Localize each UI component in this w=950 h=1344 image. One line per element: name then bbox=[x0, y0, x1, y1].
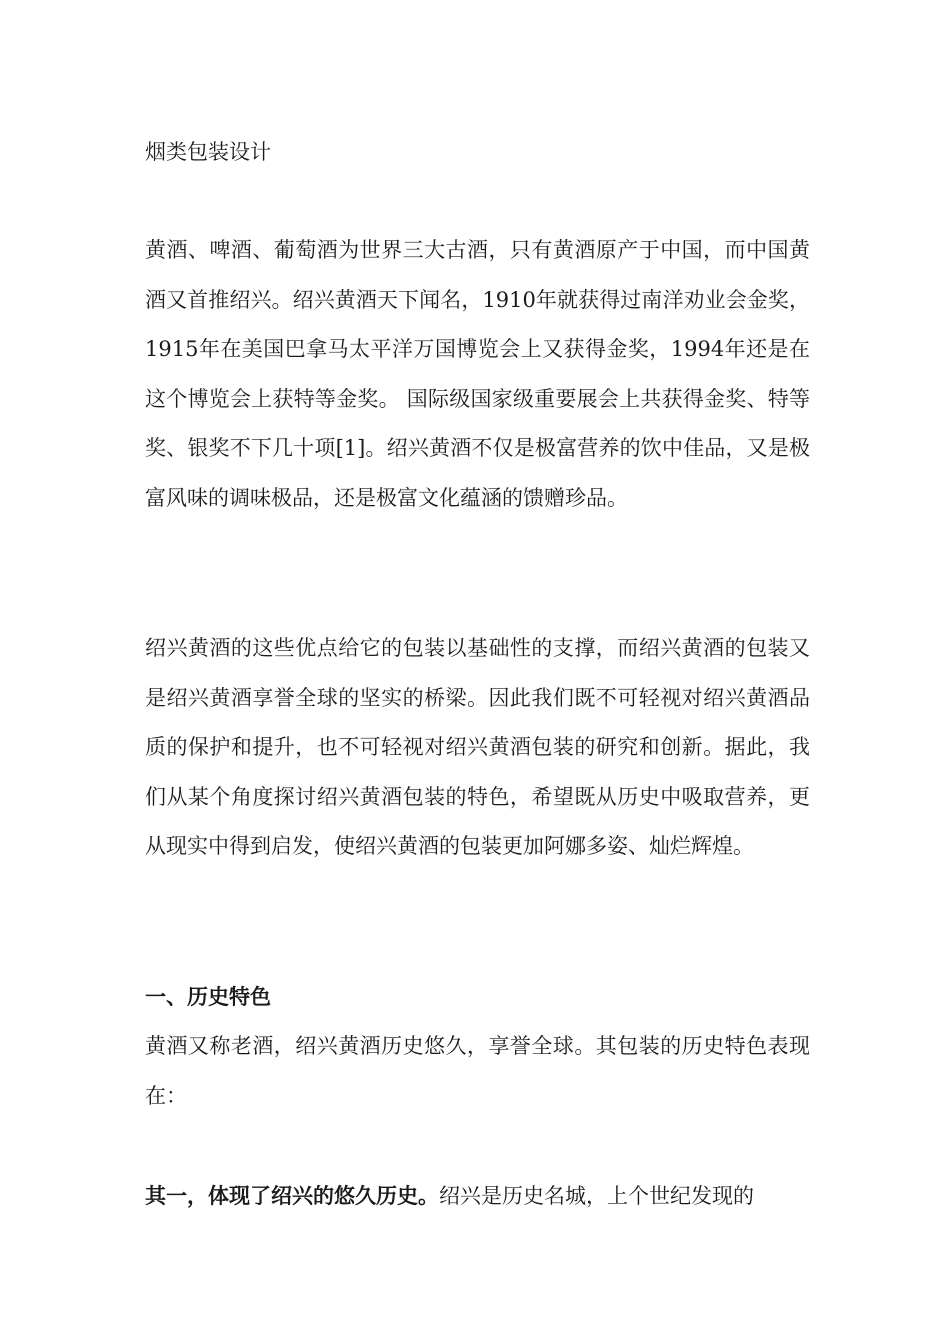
paragraph-body-text: 绍兴是历史名城，上个世纪发现的 bbox=[439, 1184, 754, 1208]
paragraph-intro: 黄酒、啤酒、葡萄酒为世界三大古酒，只有黄酒原产于中国，而中国黄酒又首推绍兴。绍兴黄酒天下闻名，1910年就获得过南洋劝业会金奖，1915年在美国巴拿马太平洋万国博览会上又获得金奖，1994年还是在这个博览会上获特等金奖。 国际级国家级重要展会上共获得金奖、特等奖、银奖不下几十项[1]。绍兴黄酒不仅是极富营养的饮中佳品，又是极富风味的调味极品，还是极富文化蕴涵的馈赠珍品。 bbox=[145, 238, 810, 510]
paragraph-packaging-support: 绍兴黄酒的这些优点给它的包装以基础性的支撑，而绍兴黄酒的包装又是绍兴黄酒享誉全球的坚实的桥梁。因此我们既不可轻视对绍兴黄酒品质的保护和提升，也不可轻视对绍兴黄酒包装的研究和创新。据此，我们从某个角度探讨绍兴黄酒包装的特色，希望既从历史中吸取营养，更从现实中得到启发，使绍兴黄酒的包装更加阿娜多姿、灿烂辉煌。 bbox=[145, 636, 810, 858]
paragraph-lead-bold: 其一，体现了绍兴的悠久历史。 bbox=[145, 1184, 439, 1208]
paragraph-history-point-1 bbox=[145, 1172, 810, 1222]
paragraph-history-intro: 黄酒又称老酒，绍兴黄酒历史悠久，享誉全球。其包装的历史特色表现在： bbox=[145, 1034, 810, 1108]
section-heading-history: 一、历史特色 bbox=[145, 985, 271, 1009]
document-title: 烟类包装设计 bbox=[145, 140, 271, 164]
